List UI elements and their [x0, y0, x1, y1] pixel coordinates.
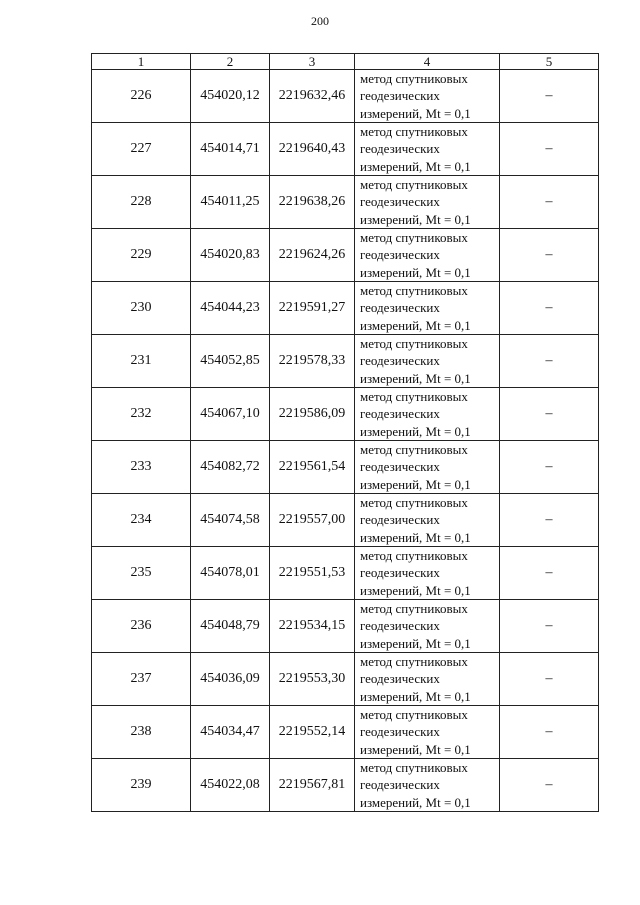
- method-text-line: геодезических: [360, 247, 440, 263]
- note-cell: –: [500, 388, 599, 441]
- table-row: [92, 494, 599, 547]
- method-text-line: метод спутниковых: [360, 654, 468, 670]
- coordinate-x-cell: 454036,09: [191, 653, 270, 706]
- coordinate-y-cell: 2219640,43: [270, 123, 355, 176]
- table-row: [92, 759, 599, 812]
- method-text-line: измерений, Mt = 0,1: [360, 264, 471, 280]
- method-text-line: метод спутниковых: [360, 336, 468, 352]
- note-cell: –: [500, 70, 599, 123]
- point-number-cell: 238: [92, 706, 191, 759]
- note-cell: –: [500, 123, 599, 176]
- method-text-line: метод спутниковых: [360, 230, 468, 246]
- coordinate-y-cell: 2219551,53: [270, 547, 355, 600]
- method-text-line: геодезических: [360, 724, 440, 740]
- coordinate-x-cell: 454074,58: [191, 494, 270, 547]
- coordinate-x-cell: 454078,01: [191, 547, 270, 600]
- table-row: [92, 388, 599, 441]
- table-row: [92, 441, 599, 494]
- coordinate-y-cell: 2219638,26: [270, 176, 355, 229]
- table-row: [92, 282, 599, 335]
- method-text-line: измерений, Mt = 0,1: [360, 635, 471, 651]
- coordinate-x-cell: 454020,83: [191, 229, 270, 282]
- point-number-cell: 231: [92, 335, 191, 388]
- method-text-line: измерений, Mt = 0,1: [360, 794, 471, 810]
- point-number-cell: 233: [92, 441, 191, 494]
- column-header-1: 1: [92, 54, 191, 70]
- note-cell: –: [500, 653, 599, 706]
- method-cell: [355, 176, 500, 229]
- method-text-line: геодезических: [360, 353, 440, 369]
- point-number-cell: 237: [92, 653, 191, 706]
- table-row: [92, 335, 599, 388]
- point-number-cell: 230: [92, 282, 191, 335]
- table-body: [92, 70, 599, 812]
- coordinate-y-cell: 2219586,09: [270, 388, 355, 441]
- point-number-cell: 236: [92, 600, 191, 653]
- method-text-line: геодезических: [360, 777, 440, 793]
- column-header-2: 2: [191, 54, 270, 70]
- note-cell: –: [500, 335, 599, 388]
- coordinate-y-cell: 2219553,30: [270, 653, 355, 706]
- table-header: [92, 54, 599, 70]
- coordinate-x-cell: 454052,85: [191, 335, 270, 388]
- coordinate-x-cell: 454082,72: [191, 441, 270, 494]
- coordinate-x-cell: 454014,71: [191, 123, 270, 176]
- method-text-line: геодезических: [360, 671, 440, 687]
- method-text-line: измерений, Mt = 0,1: [360, 158, 471, 174]
- table-row: [92, 70, 599, 123]
- method-cell: [355, 494, 500, 547]
- method-cell: [355, 653, 500, 706]
- coordinate-x-cell: 454020,12: [191, 70, 270, 123]
- point-number-cell: 235: [92, 547, 191, 600]
- method-text-line: метод спутниковых: [360, 601, 468, 617]
- coordinate-y-cell: 2219632,46: [270, 70, 355, 123]
- note-cell: –: [500, 494, 599, 547]
- method-text-line: геодезических: [360, 565, 440, 581]
- note-cell: –: [500, 547, 599, 600]
- method-text-line: измерений, Mt = 0,1: [360, 423, 471, 439]
- method-text-line: измерений, Mt = 0,1: [360, 476, 471, 492]
- method-cell: [355, 600, 500, 653]
- method-cell: [355, 229, 500, 282]
- method-text-line: метод спутниковых: [360, 495, 468, 511]
- note-cell: –: [500, 229, 599, 282]
- table-row: [92, 600, 599, 653]
- point-number-cell: 234: [92, 494, 191, 547]
- coordinate-y-cell: 2219567,81: [270, 759, 355, 812]
- page-number: 200: [311, 14, 329, 28]
- column-header-4: 4: [355, 54, 500, 70]
- method-cell: [355, 547, 500, 600]
- method-cell: [355, 441, 500, 494]
- coordinate-y-cell: 2219561,54: [270, 441, 355, 494]
- method-text-line: метод спутниковых: [360, 442, 468, 458]
- method-text-line: метод спутниковых: [360, 124, 468, 140]
- method-text-line: геодезических: [360, 194, 440, 210]
- note-cell: –: [500, 759, 599, 812]
- coordinate-y-cell: 2219624,26: [270, 229, 355, 282]
- note-cell: –: [500, 176, 599, 229]
- coordinate-x-cell: 454067,10: [191, 388, 270, 441]
- method-cell: [355, 70, 500, 123]
- method-text-line: измерений, Mt = 0,1: [360, 370, 471, 386]
- table-row: [92, 229, 599, 282]
- coordinate-x-cell: 454048,79: [191, 600, 270, 653]
- coordinate-x-cell: 454034,47: [191, 706, 270, 759]
- method-text-line: метод спутниковых: [360, 177, 468, 193]
- method-cell: [355, 706, 500, 759]
- coordinate-x-cell: 454044,23: [191, 282, 270, 335]
- method-cell: [355, 123, 500, 176]
- table-row: [92, 547, 599, 600]
- method-text-line: измерений, Mt = 0,1: [360, 317, 471, 333]
- method-text-line: геодезических: [360, 406, 440, 422]
- method-text-line: метод спутниковых: [360, 71, 468, 87]
- coordinate-y-cell: 2219591,27: [270, 282, 355, 335]
- coordinate-y-cell: 2219557,00: [270, 494, 355, 547]
- method-text-line: измерений, Mt = 0,1: [360, 688, 471, 704]
- table-row: [92, 123, 599, 176]
- method-text-line: геодезических: [360, 300, 440, 316]
- method-text-line: геодезических: [360, 141, 440, 157]
- note-cell: –: [500, 600, 599, 653]
- coordinate-y-cell: 2219578,33: [270, 335, 355, 388]
- table-row: [92, 653, 599, 706]
- point-number-cell: 229: [92, 229, 191, 282]
- coordinate-x-cell: 454011,25: [191, 176, 270, 229]
- point-number-cell: 226: [92, 70, 191, 123]
- method-text-line: метод спутниковых: [360, 389, 468, 405]
- note-cell: –: [500, 706, 599, 759]
- coordinate-y-cell: 2219552,14: [270, 706, 355, 759]
- point-number-cell: 239: [92, 759, 191, 812]
- method-text-line: измерений, Mt = 0,1: [360, 741, 471, 757]
- table-row: [92, 706, 599, 759]
- coordinate-y-cell: 2219534,15: [270, 600, 355, 653]
- header-row: [92, 54, 599, 70]
- method-text-line: геодезических: [360, 618, 440, 634]
- method-text-line: метод спутниковых: [360, 283, 468, 299]
- point-number-cell: 227: [92, 123, 191, 176]
- coordinates-table: [91, 53, 599, 812]
- point-number-cell: 228: [92, 176, 191, 229]
- method-text-line: геодезических: [360, 459, 440, 475]
- method-text-line: измерений, Mt = 0,1: [360, 582, 471, 598]
- method-text-line: метод спутниковых: [360, 707, 468, 723]
- method-cell: [355, 388, 500, 441]
- method-cell: [355, 282, 500, 335]
- coordinate-x-cell: 454022,08: [191, 759, 270, 812]
- note-cell: –: [500, 441, 599, 494]
- note-cell: –: [500, 282, 599, 335]
- method-text-line: геодезических: [360, 88, 440, 104]
- method-cell: [355, 759, 500, 812]
- column-header-3: 3: [270, 54, 355, 70]
- method-text-line: измерений, Mt = 0,1: [360, 529, 471, 545]
- method-cell: [355, 335, 500, 388]
- method-text-line: измерений, Mt = 0,1: [360, 105, 471, 121]
- method-text-line: геодезических: [360, 512, 440, 528]
- method-text-line: измерений, Mt = 0,1: [360, 211, 471, 227]
- column-header-5: 5: [500, 54, 599, 70]
- method-text-line: метод спутниковых: [360, 760, 468, 776]
- point-number-cell: 232: [92, 388, 191, 441]
- table-row: [92, 176, 599, 229]
- method-text-line: метод спутниковых: [360, 548, 468, 564]
